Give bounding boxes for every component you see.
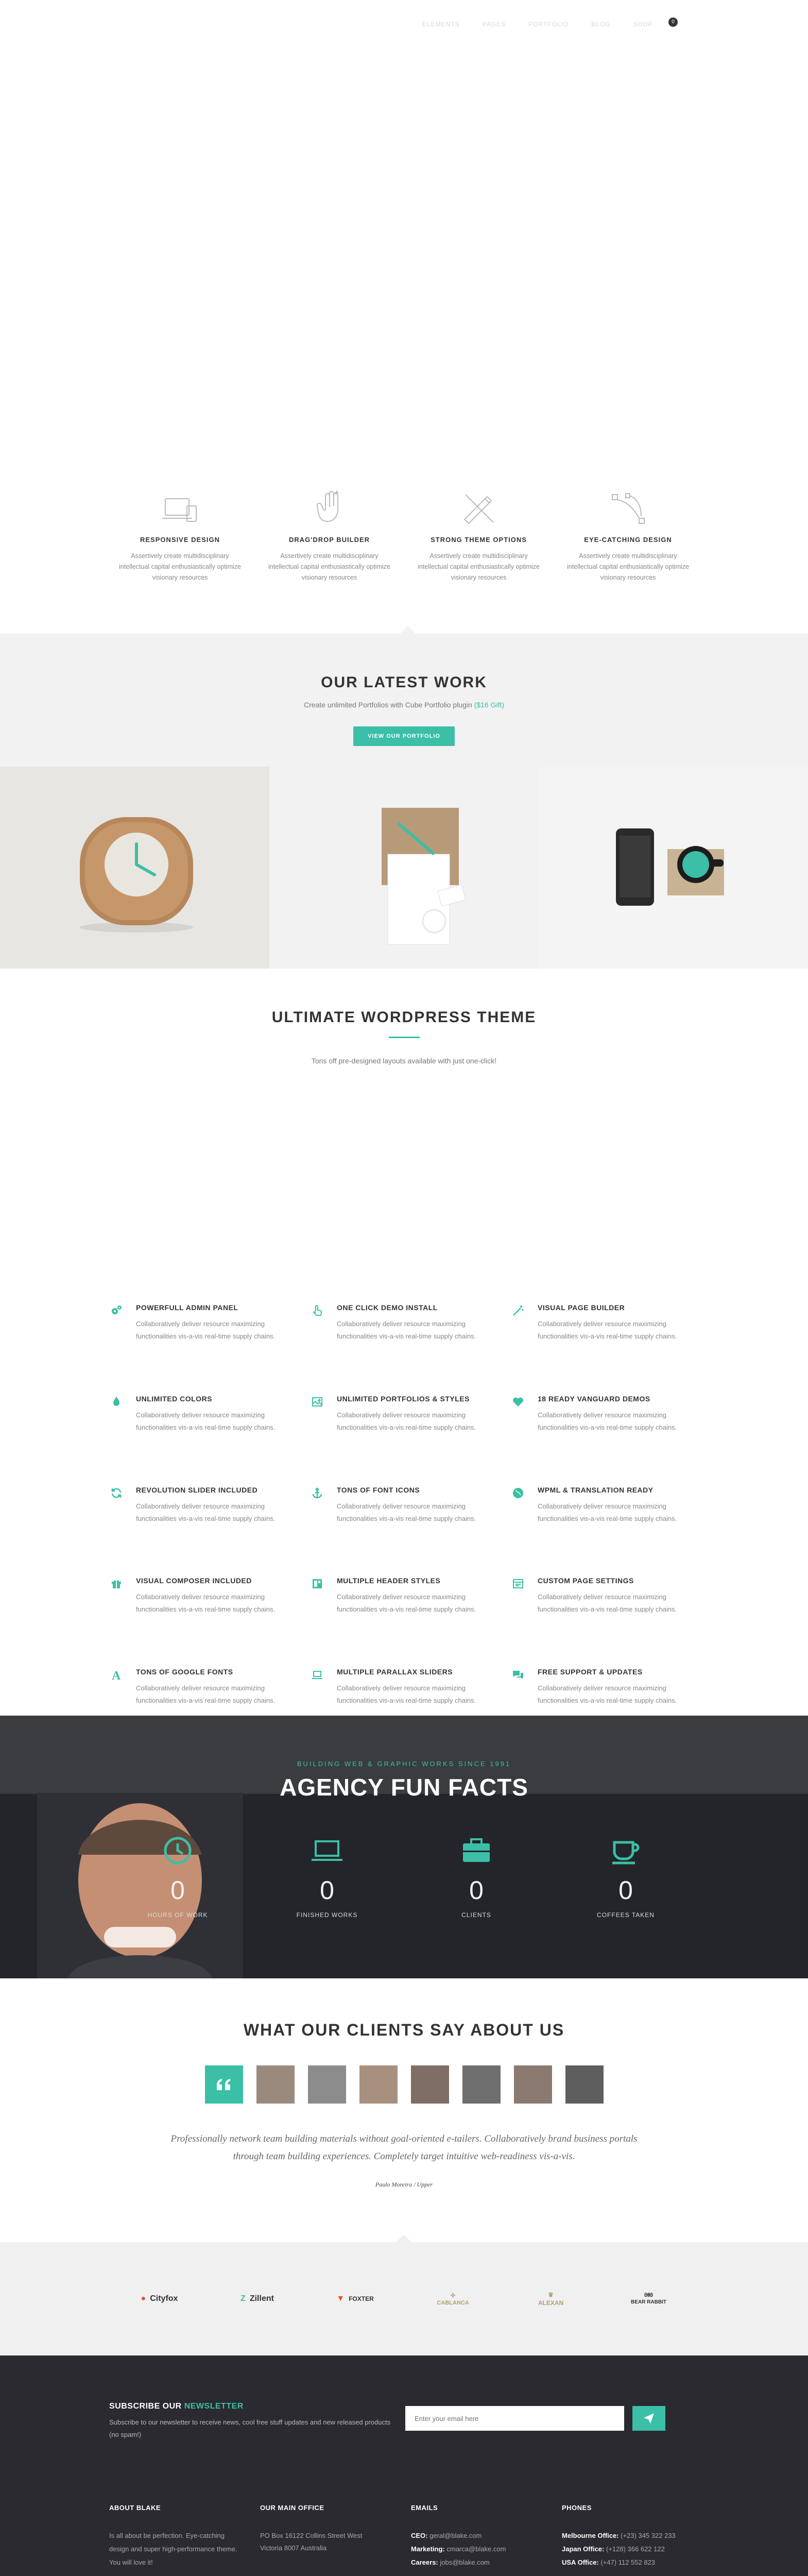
quote-avatar-active[interactable] [205, 2065, 243, 2104]
grid-title: VISUAL PAGE BUILDER [538, 1303, 625, 1312]
briefcase-icon [402, 1834, 551, 1867]
hand-click-icon [308, 1303, 326, 1351]
clock-icon [103, 1834, 252, 1867]
email-row: Marketing: cmarca@blake.com [411, 2545, 506, 2553]
footer-office [260, 2504, 411, 2569]
grid-title: MULTIPLE PARALLAX SLIDERS [337, 1668, 453, 1676]
laptop-icon [252, 1834, 402, 1867]
drop-icon [107, 1395, 126, 1443]
testimonials-title: WHAT OUR CLIENTS SAY ABOUT US [243, 2021, 565, 2039]
footer-about [109, 2504, 260, 2569]
footer-columns [109, 2504, 808, 2569]
portfolio-grid [0, 767, 808, 969]
grid-item [107, 1577, 308, 1624]
grid-title: POWERFULL ADMIN PANEL [136, 1303, 238, 1312]
footer-about-text: Is all about be perfection. Eye-catching design and super high-performance theme. You will love it! [109, 2532, 237, 2566]
avatar[interactable] [462, 2065, 501, 2104]
footer-emails [411, 2504, 562, 2569]
client-logos [0, 2242, 808, 2355]
avatar-row [0, 2065, 808, 2104]
grid-title: UNLIMITED PORTFOLIOS & STYLES [337, 1394, 470, 1403]
paper-plane-icon [643, 2413, 655, 2424]
logo-zillent[interactable]: Z Zillent [240, 2294, 274, 2303]
counter-value: 0 [469, 1876, 484, 1905]
footer-emails-title: EMAILS [411, 2504, 438, 2512]
rabbit-icon: ᘛᘚ [644, 2293, 654, 2298]
newsletter-email-input[interactable] [405, 2406, 624, 2431]
counter-value: 0 [618, 1876, 633, 1905]
grid-item [509, 1395, 710, 1443]
feature-title: DRAG'DROP BUILDER [288, 536, 370, 544]
feature-dragdrop [255, 484, 404, 634]
phone-row: Melbourne Office: (+23) 345 322 233 [562, 2532, 676, 2539]
grid-item [308, 1395, 509, 1443]
footer-phones-title: PHONES [562, 2504, 592, 2512]
email-row: Careers: jobs@blake.com [411, 2558, 490, 2566]
phone-row: Japan Office: (+128) 366 622 122 [562, 2545, 665, 2553]
font-icon [107, 1668, 126, 1716]
grid-title: TONS OF GOOGLE FONTS [136, 1668, 233, 1676]
gift-icon [107, 1577, 126, 1624]
grid-item [509, 1577, 710, 1624]
grid-text: Collaboratively deliver resource maximizing functionalities vis-a-vis real-time supply chains. [337, 1684, 476, 1705]
globe-icon [509, 1486, 527, 1534]
email-row: CEO: geral@blake.com [411, 2532, 482, 2539]
portfolio-item-phone-mug[interactable] [539, 767, 808, 969]
grid-text: Collaboratively deliver resource maximizing functionalities vis-a-vis real-time supply chains. [136, 1320, 276, 1340]
grid-item [509, 1303, 710, 1351]
features-section [0, 443, 808, 634]
footer-office-title: OUR MAIN OFFICE [260, 2504, 324, 2512]
feature-title: RESPONSIVE DESIGN [140, 536, 220, 544]
grid-text: Collaboratively deliver resource maximizing functionalities vis-a-vis real-time supply chains. [136, 1684, 276, 1705]
footer-about-title: ABOUT BLAKE [109, 2504, 161, 2512]
hand-pointer-icon [255, 484, 404, 526]
layout-icon [308, 1577, 326, 1624]
chat-icon [509, 1668, 527, 1716]
grid-text: Collaboratively deliver resource maximizing functionalities vis-a-vis real-time supply chains. [538, 1502, 677, 1522]
grid-text: Collaboratively deliver resource maximizing functionalities vis-a-vis real-time supply chains. [538, 1593, 677, 1614]
avatar[interactable] [565, 2065, 604, 2104]
counter-hours [103, 1834, 252, 1919]
fox-icon: ▼ [336, 2294, 345, 2303]
grid-item [308, 1486, 509, 1534]
main-nav [422, 21, 653, 28]
feature-title: EYE-CATCHING DESIGN [584, 536, 672, 544]
grid-text: Collaboratively deliver resource maximizing functionalities vis-a-vis real-time supply chains. [337, 1411, 476, 1431]
newsletter-title: SUBSCRIBE OUR NEWSLETTER [109, 2402, 244, 2411]
testimonial-quote: Professionally network team building materials without goal-oriented e-tailers. Collaboratively brand business portals through team building experiences. Completely target intuitive web-readiness vis-a-vis. [170, 2133, 638, 2162]
grid-title: CUSTOM PAGE SETTINGS [538, 1577, 634, 1585]
grid-item [509, 1486, 710, 1534]
section-pointer [400, 626, 416, 634]
counter-label: COFFEES TAKEN [597, 1911, 655, 1919]
logo-foxter[interactable]: ▼ FOXTER [336, 2294, 374, 2303]
ultimate-title: ULTIMATE WORDPRESS THEME [271, 1009, 537, 1026]
title-underline [389, 1037, 420, 1038]
ultimate-section [0, 969, 808, 1195]
feature-text: Assertively create multidisciplinary intellectual capital enthusiastically optimize visionary resources [268, 552, 390, 581]
counter-value: 0 [320, 1876, 334, 1905]
feature-title: STRONG THEME OPTIONS [431, 536, 527, 544]
header [0, 0, 808, 52]
newsletter-submit-button[interactable] [632, 2406, 665, 2431]
testimonial-author: Paulo Moreira / Upper [375, 2181, 433, 2188]
svg-text:A: A [112, 1669, 121, 1682]
cart-badge[interactable]: 0 [668, 18, 678, 27]
footer [0, 2355, 808, 2576]
counter-label: HOURS OF WORK [147, 1911, 208, 1919]
ornament-icon: ✣ [450, 2292, 456, 2299]
avatar[interactable] [308, 2065, 346, 2104]
avatar[interactable] [514, 2065, 552, 2104]
fun-facts-section [0, 1716, 808, 1978]
nav-shop[interactable]: SHOP [633, 21, 653, 28]
grid-title: MULTIPLE HEADER STYLES [337, 1577, 441, 1585]
grid-text: Collaboratively deliver resource maximizing functionalities vis-a-vis real-time supply chains. [337, 1593, 476, 1614]
phone-row: USA Office: (+47) 112 552 823 [562, 2558, 656, 2566]
window-icon [509, 1577, 527, 1624]
grid-title: TONS OF FONT ICONS [337, 1485, 420, 1494]
grid-title: REVOLUTION SLIDER INCLUDED [136, 1485, 258, 1494]
laptop-phone-icon [106, 484, 255, 526]
logo-bear-rabbit[interactable]: ᘛᘚ BEAR RABBIT [631, 2293, 666, 2305]
grid-item [308, 1668, 509, 1716]
latest-subtitle: Create unlimited Portfolios with Cube Portfolio plugin ($16 Gift) [303, 701, 505, 709]
feature-options [404, 484, 554, 634]
feature-text: Assertively create multidisciplinary intellectual capital enthusiastically optimize visionary resources [119, 552, 241, 581]
counter-works [252, 1834, 402, 1919]
gift-link[interactable]: ($16 Gift) [474, 701, 505, 709]
grid-title: FREE SUPPORT & UPDATES [538, 1668, 643, 1676]
showcase-space [0, 1195, 808, 1303]
grid-title: ONE CLICK DEMO INSTALL [337, 1303, 438, 1312]
pin-icon: ● [141, 2294, 146, 2303]
grid-text: Collaboratively deliver resource maximizing functionalities vis-a-vis real-time supply chains. [136, 1411, 276, 1431]
heart-icon [509, 1395, 527, 1443]
office-line: PO Box 16122 Collins Street West [260, 2532, 363, 2539]
magic-wand-icon [509, 1303, 527, 1351]
newsletter [109, 2402, 808, 2441]
footer-phones [562, 2504, 713, 2569]
testimonials-section [0, 1978, 808, 2242]
hero-slider [0, 0, 808, 443]
grid-text: Collaboratively deliver resource maximizing functionalities vis-a-vis real-time supply chains. [136, 1593, 276, 1614]
counters [103, 1834, 700, 1919]
nav-elements[interactable]: ELEMENTS [422, 21, 460, 28]
nav-blog[interactable]: BLOG [591, 21, 611, 28]
grid-item [308, 1303, 509, 1351]
grid-text: Collaboratively deliver resource maximizing functionalities vis-a-vis real-time supply chains. [538, 1411, 677, 1431]
grid-text: Collaboratively deliver resource maximizing functionalities vis-a-vis real-time supply chains. [538, 1684, 677, 1705]
nav-portfolio[interactable]: PORTFOLIO [528, 21, 569, 28]
ultimate-subtitle: Tons off pre-designed layouts available with just one-click! [311, 1057, 497, 1065]
avatar[interactable] [411, 2065, 449, 2104]
gallery-icon [308, 1395, 326, 1443]
grid-text: Collaboratively deliver resource maximizing functionalities vis-a-vis real-time supply chains. [136, 1502, 276, 1522]
grid-item [107, 1486, 308, 1534]
office-line: Victoria 8007 Australia [260, 2544, 327, 2552]
crest-icon: ♛ [548, 2291, 554, 2298]
logo-cityfox[interactable]: ● Cityfox [141, 2294, 178, 2303]
counter-label: CLIENTS [461, 1911, 491, 1919]
avatar[interactable] [359, 2065, 398, 2104]
grid-item [509, 1668, 710, 1716]
anchor-icon [308, 1486, 326, 1534]
vector-path-icon [554, 484, 703, 526]
logo-alexan[interactable]: ♛ ALEXAN [538, 2291, 564, 2307]
avatar[interactable] [256, 2065, 295, 2104]
fun-title: AGENCY FUN FACTS [280, 1774, 528, 1801]
nav-pages[interactable]: PAGES [482, 21, 506, 28]
grid-title: 18 READY VANGUARD DEMOS [538, 1394, 650, 1403]
grid-title: UNLIMITED COLORS [136, 1394, 212, 1403]
grid-title: VISUAL COMPOSER INCLUDED [136, 1577, 252, 1585]
logo-cablanca[interactable]: ✣ CABLANCA [437, 2292, 469, 2306]
grid-item [107, 1303, 308, 1351]
feature-grid [0, 1303, 808, 1716]
grid-text: Collaboratively deliver resource maximizing functionalities vis-a-vis real-time supply chains. [337, 1320, 476, 1340]
fun-tagline: BUILDING WEB & GRAPHIC WORKS SINCE 1991 [297, 1760, 511, 1768]
latest-title: OUR LATEST WORK [321, 674, 487, 691]
grid-text: Collaboratively deliver resource maximizing functionalities vis-a-vis real-time supply chains. [337, 1502, 476, 1522]
grid-title: WPML & TRANSLATION READY [538, 1485, 654, 1494]
grid-text: Collaboratively deliver resource maximizing functionalities vis-a-vis real-time supply chains. [538, 1320, 677, 1340]
grid-item [308, 1577, 509, 1624]
gears-icon [107, 1303, 126, 1351]
portfolio-item-stationery[interactable] [269, 767, 539, 969]
refresh-icon [107, 1486, 126, 1534]
feature-eyecatching [554, 484, 703, 634]
view-portfolio-button[interactable]: VIEW OUR PORTFOLIO [353, 726, 455, 746]
z-icon: Z [240, 2294, 246, 2303]
counter-value: 0 [170, 1876, 185, 1905]
counter-coffees [551, 1834, 700, 1919]
grid-item [107, 1668, 308, 1716]
counter-clients [402, 1834, 551, 1919]
feature-text: Assertively create multidisciplinary intellectual capital enthusiastically optimize visionary resources [567, 552, 689, 581]
feature-text: Assertively create multidisciplinary intellectual capital enthusiastically optimize visionary resources [418, 552, 540, 581]
laptop-icon [308, 1668, 326, 1716]
coffee-icon [551, 1834, 700, 1867]
feature-responsive [106, 484, 255, 634]
portfolio-item-clock[interactable] [0, 767, 269, 969]
section-pointer [396, 2234, 412, 2243]
grid-item [107, 1395, 308, 1443]
newsletter-text: Subscribe to our newsletter to receive news, cool free stuff updates and new released products (no spam!) [109, 2418, 391, 2438]
counter-label: FINISHED WORKS [296, 1911, 358, 1919]
pencil-ruler-icon [404, 484, 554, 526]
latest-work-section [0, 634, 808, 767]
